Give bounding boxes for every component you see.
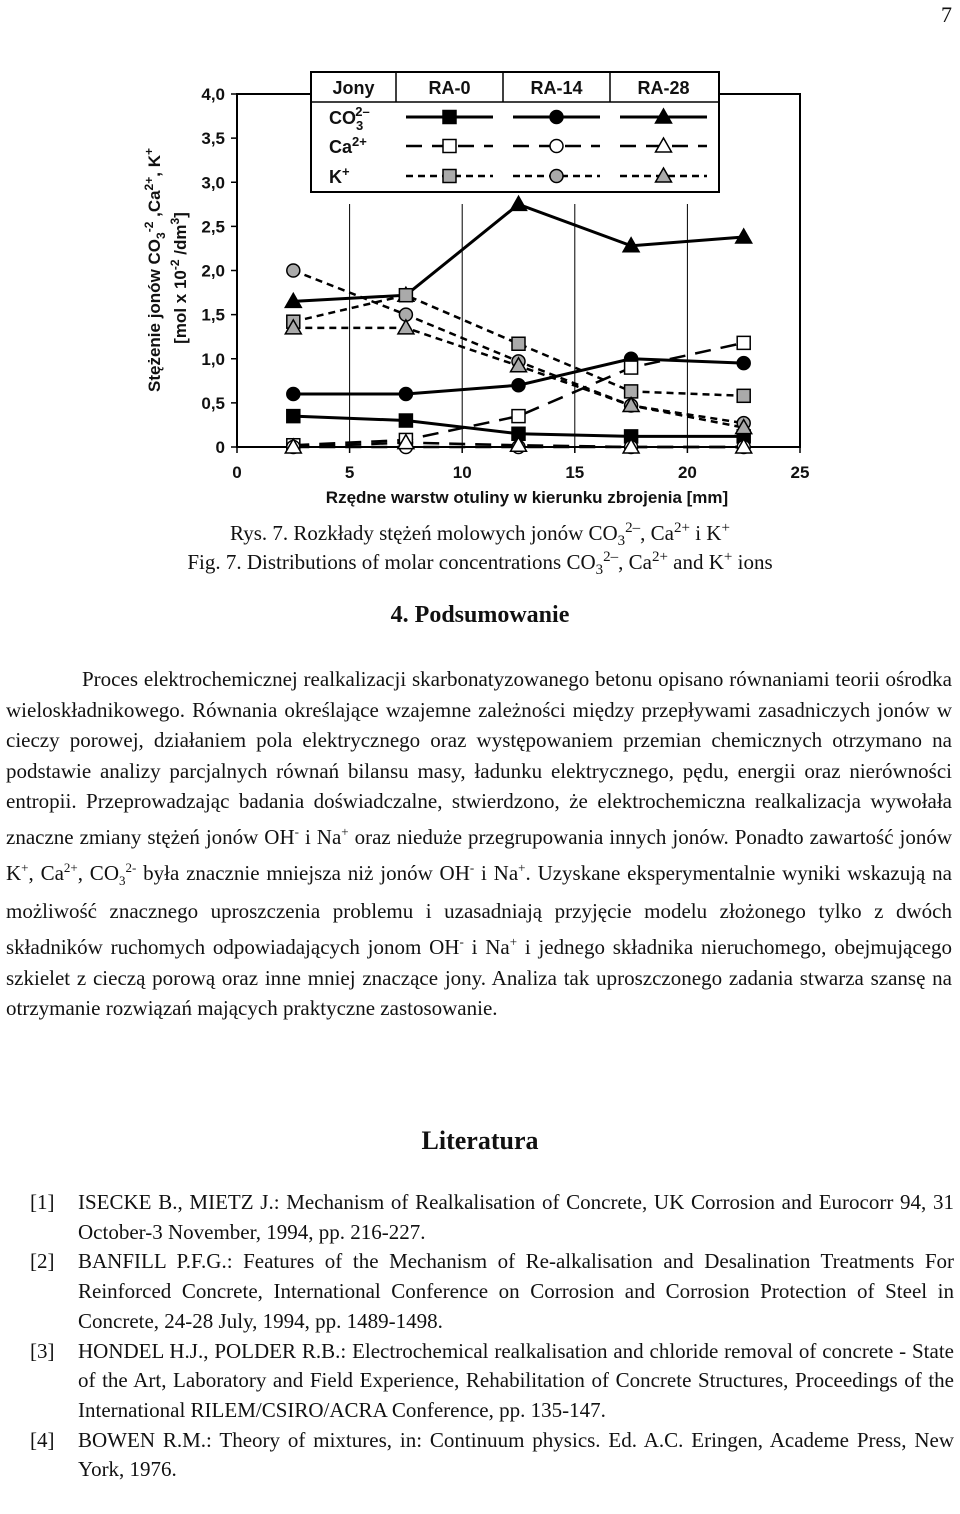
literature-title: Literatura — [421, 1126, 539, 1155]
reference-item — [0, 1188, 960, 1247]
circle-marker — [550, 140, 563, 153]
reference-text: ISECKE B., MIETZ J.: Mechanism of Realkalisation of Concrete, UK Corrosion and Eurocorr 94, 31 October-3 November, 1994, pp. 216-227. — [78, 1190, 954, 1244]
reference-text: BANFILL P.F.G.: Features of the Mechanism of Re-alkalisation and Desalination Treatments For Reinforced Concrete, International Conference on Corrosion and Corrosion Protection of Steel in Concrete, 24-28 July, 1994, pp. 1489-1498. — [78, 1249, 954, 1333]
square-marker — [625, 361, 638, 374]
circle-marker — [287, 388, 300, 401]
square-marker — [443, 140, 456, 153]
circle-marker — [550, 170, 563, 183]
reference-number: [2] — [30, 1249, 55, 1274]
section-title: 4. Podsumowanie — [390, 602, 570, 628]
y-tick-label: 1,0 — [201, 349, 225, 369]
y-tick-label: 3,5 — [201, 129, 225, 149]
x-tick-label: 15 — [565, 463, 585, 482]
legend-header-label: Jony — [332, 78, 375, 98]
reference-text: HONDEL H.J., POLDER R.B.: Electrochemical realkalisation and chloride removal of concrete - State of the Art, Laboratory and Field Experience, Rehabilitation of Concrete Structures, Proceedings of the International RILEM/CSIRO/ACRA Conference, pp. 135-147. — [78, 1338, 954, 1422]
figure-caption-en — [0, 542, 960, 585]
x-tick-label: 5 — [344, 463, 355, 482]
y-tick-label: 1,5 — [201, 305, 225, 325]
square-marker — [443, 170, 456, 183]
y-tick-label: 3,0 — [201, 173, 225, 193]
reference-item — [0, 1247, 960, 1336]
reference-number: [1] — [30, 1190, 55, 1214]
summary-paragraph: Proces elektrochemicznej realkalizacji skarbonatyzowanego betonu opisano równaniami teorii ośrodka wieloskładnikowego. Równania określające wzajemne zależności między przepływami zasadniczych jonów w cieczy porowej, działaniem pola elektrycznego oraz występowaniem przemian chemicznych otrzymano na podstawie analizy parcjalnych równań bilansu masy, ładunku elektrycznego, pędu, energii oraz nierówności entropii. Przeprowadzając badania doświadczalne, stwierdzono, że elektrochemiczna realkalizacja wywołała znaczne zmiany stężeń jonów OH- i Na+ oraz nieduże przegrupowania innych jonów. Ponadto zawartość jonów K+, $Ca^{2+}$, $CO_3^{2-}$ była znacznie mniejsza niż jonów OH- i Na+. Uzyskane eksperymentalnie wyniki wskazują na możliwość znacznego uproszczenia problemu i uzasadniają przyjęcie modelu złożonego tylko z dwóch składników ruchomych odpowiadających jonom OH- i Na+ i jednego składnika nieruchomego, obejmującego szkielet z cieczą porową oraz inne mniej znaczące jony. Analiza tak uproszczonego zadania stwarza szansę na otrzymanie rozwiązań mających praktyczne zastosowanie. — [6, 667, 952, 1021]
legend-header-label: RA-14 — [530, 78, 583, 98]
caption-pl-render: Rys. 7. Rozkłady stężeń molowych jonów $CO_3^{2-}$, $Ca^{2+}$ i K+ — [230, 520, 730, 550]
legend-ion-label: $Ca^{2+}$ — [329, 134, 367, 157]
square-marker — [512, 337, 525, 350]
circle-marker — [737, 357, 750, 370]
square-marker — [399, 289, 412, 302]
circle-marker — [399, 388, 412, 401]
circle-marker — [550, 111, 563, 124]
chart-legend — [311, 72, 719, 192]
legend-header-label: RA-0 — [428, 78, 471, 98]
circle-marker — [287, 264, 300, 277]
square-marker — [625, 385, 638, 398]
y-tick-label: 0 — [215, 438, 225, 457]
square-marker — [512, 410, 525, 423]
reference-item — [0, 1426, 960, 1485]
square-marker — [737, 389, 750, 402]
y-axis-title: Stężenie jonów $CO_3^{-2}$ $,Ca^{2+}$, K+ — [142, 147, 168, 393]
legend-ion-label: K+ — [329, 164, 350, 187]
x-axis-title: Rzędne warstw otuliny w kierunku zbrojenia [mm] — [325, 488, 729, 507]
x-tick-label: 10 — [452, 463, 472, 482]
x-tick-label: 20 — [677, 463, 697, 482]
y-tick-label: 0,5 — [201, 393, 225, 413]
reference-number: [4] — [30, 1427, 55, 1452]
x-tick-label: 0 — [232, 463, 242, 482]
concentration-chart — [0, 0, 960, 520]
y-tick-label: 4,0 — [201, 85, 225, 104]
square-marker — [737, 336, 750, 349]
square-marker — [399, 414, 412, 427]
page-number: 7 — [941, 2, 952, 27]
y-tick-label: 2,5 — [201, 217, 225, 237]
reference-item — [0, 1337, 960, 1426]
reference-text: BOWEN R.M.: Theory of mixtures, in: Continuum physics. Ed. A.C. Eringen, Academe Press, New York, 1976. — [78, 1427, 954, 1482]
reference-list — [0, 1188, 960, 1485]
caption-en-render: Fig. 7. Distributions of molar concentrations $CO_3^{2-}$, $Ca^{2+}$ and K+ ions — [187, 549, 773, 579]
y-axis-unit: [mol x $10^{-2}$ $/dm^3$] — [168, 212, 190, 344]
legend-header-label: RA-28 — [637, 78, 690, 98]
x-tick-label: 25 — [790, 463, 810, 482]
circle-marker — [512, 379, 525, 392]
legend-ion-label: $CO_32-$ — [329, 104, 370, 133]
square-marker — [287, 410, 300, 423]
y-tick-label: 2,0 — [201, 261, 225, 281]
square-marker — [443, 111, 456, 124]
reference-number: [3] — [30, 1338, 55, 1363]
